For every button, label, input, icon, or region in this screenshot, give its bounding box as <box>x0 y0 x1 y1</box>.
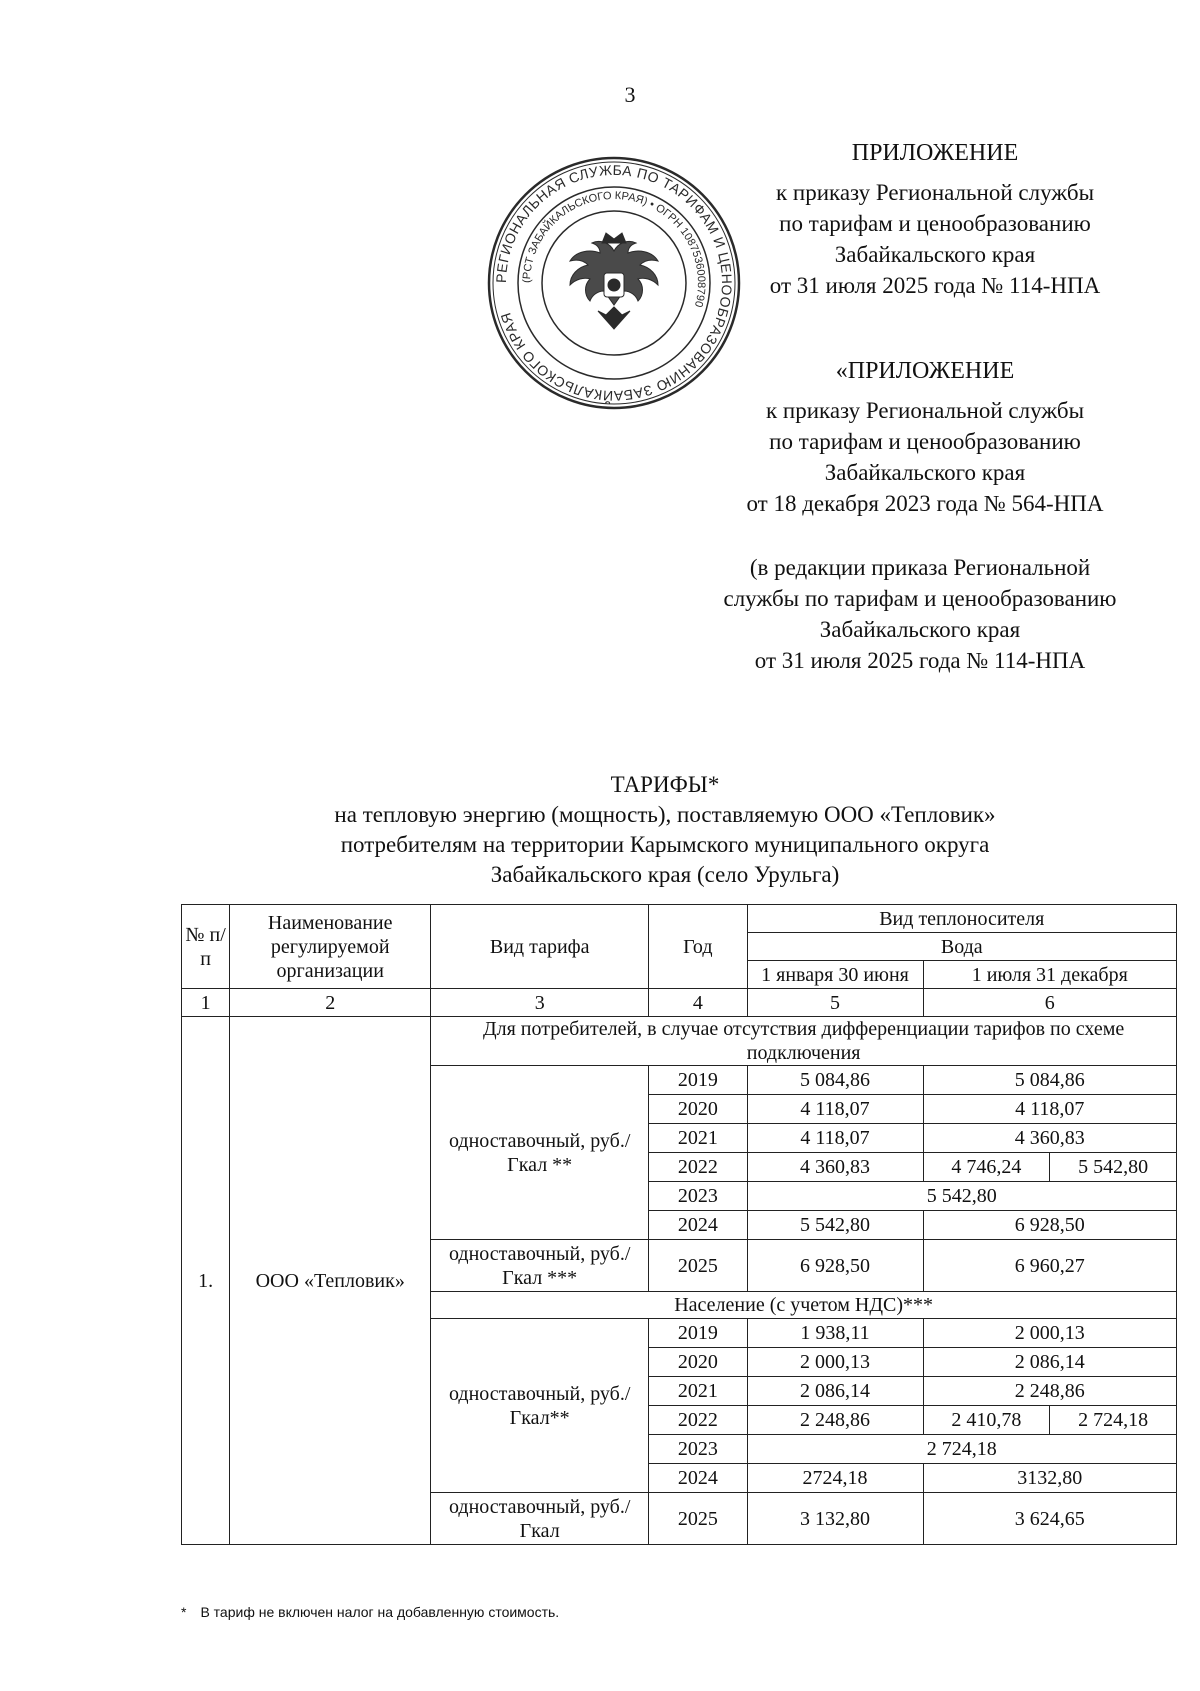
year-cell: 2021 <box>649 1377 747 1406</box>
double-headed-eagle-icon <box>570 233 658 329</box>
tariff-value-h1: 1 938,11 <box>747 1319 923 1348</box>
year-cell: 2020 <box>649 1095 747 1124</box>
table-subtitle-line: на тепловую энергию (мощность), поставляемую ООО «Тепловик» <box>334 802 996 827</box>
header-num: № п/п <box>182 905 230 989</box>
edition-note-line: (в редакции приказа Региональной <box>749 555 1091 580</box>
footnote-star: * <box>181 1604 187 1620</box>
tariff-value-h2: 3132,80 <box>923 1464 1177 1493</box>
year-cell: 2020 <box>649 1348 747 1377</box>
tariff-value-h1: 5 084,86 <box>747 1066 923 1095</box>
year-cell: 2019 <box>649 1319 747 1348</box>
tariff-value-h2b: 5 542,80 <box>1050 1153 1177 1182</box>
tariff-value-h1: 6 928,50 <box>747 1240 923 1292</box>
section-title: Для потребителей, в случае отсутствия дифференциации тарифов по схеме подключения <box>431 1017 1177 1066</box>
tariff-value-h2: 4 360,83 <box>923 1124 1177 1153</box>
year-cell: 2023 <box>649 1182 747 1211</box>
tariff-value-h2b: 2 724,18 <box>1050 1406 1177 1435</box>
header-tariff-type: Вид тарифа <box>431 905 649 989</box>
edition-note-line: службы по тарифам и ценообразованию <box>723 586 1117 611</box>
tariff-value-h1: 4 118,07 <box>747 1124 923 1153</box>
tariff-value-full-year: 5 542,80 <box>747 1182 1176 1211</box>
appendix-title: ПРИЛОЖЕНИЕ <box>851 140 1019 166</box>
year-cell: 2024 <box>649 1211 747 1240</box>
tariff-type: одноставочный, руб./Гкал <box>431 1493 649 1545</box>
tariff-value-h2: 6 928,50 <box>923 1211 1177 1240</box>
col-number: 5 <box>747 989 923 1017</box>
footnote-text: В тариф не включен налог на добавленную стоимость. <box>200 1604 560 1620</box>
original-appendix-line: к приказу Региональной службы <box>765 398 1085 423</box>
header-period-1: 1 января 30 июня <box>747 961 923 989</box>
tariff-value-h2: 5 084,86 <box>923 1066 1177 1095</box>
original-appendix-line: по тарифам и ценообразованию <box>769 429 1081 454</box>
original-appendix-title: «ПРИЛОЖЕНИЕ <box>835 358 1015 384</box>
tariff-value-h1: 2724,18 <box>747 1464 923 1493</box>
tariff-value-h2: 2 000,13 <box>923 1319 1177 1348</box>
col-number: 3 <box>431 989 649 1017</box>
header-org: Наименование регулируемой организации <box>230 905 431 989</box>
col-number: 4 <box>649 989 747 1017</box>
tariff-table <box>181 904 1177 1545</box>
tariff-type: одноставочный, руб./Гкал *** <box>431 1240 649 1292</box>
year-cell: 2025 <box>649 1240 747 1292</box>
year-cell: 2021 <box>649 1124 747 1153</box>
tariff-value-h1: 4 118,07 <box>747 1095 923 1124</box>
appendix-line: от 31 июля 2025 года № 114-НПА <box>769 273 1101 298</box>
tariff-value-h2a: 4 746,24 <box>923 1153 1050 1182</box>
year-cell: 2024 <box>649 1464 747 1493</box>
appendix-line: Забайкальского края <box>834 242 1036 267</box>
section-title: Население (с учетом НДС)*** <box>431 1292 1177 1319</box>
page-number: 3 <box>624 82 636 107</box>
tariff-value-h2: 2 248,86 <box>923 1377 1177 1406</box>
org-name: ООО «Тепловик» <box>230 1017 431 1545</box>
tariff-value-h1: 2 000,13 <box>747 1348 923 1377</box>
table-title: ТАРИФЫ* <box>610 772 720 797</box>
year-cell: 2022 <box>649 1153 747 1182</box>
table-subtitle-line: Забайкальского края (село Урульга) <box>490 862 840 887</box>
seal-ring-text-outer: РЕГИОНАЛЬНАЯ СЛУЖБА ПО ТАРИФАМ И ЦЕНООБРАЗОВАНИЮ ЗАБАЙКАЛЬСКОГО КРАЯ <box>492 161 736 405</box>
original-appendix-line: от 18 декабря 2023 года № 564-НПА <box>746 491 1104 516</box>
seal-ring-text-inner: (РСТ ЗАБАЙКАЛЬСКОГО КРАЯ) • ОГРН 1087536008790 <box>520 189 708 309</box>
year-cell: 2022 <box>649 1406 747 1435</box>
year-cell: 2019 <box>649 1066 747 1095</box>
header-year: Год <box>649 905 747 989</box>
footnote <box>181 1604 559 1620</box>
tariff-value-h2: 3 624,65 <box>923 1493 1177 1545</box>
tariff-value-h2: 6 960,27 <box>923 1240 1177 1292</box>
tariff-value-h2: 2 086,14 <box>923 1348 1177 1377</box>
tariff-value-h2: 4 118,07 <box>923 1095 1177 1124</box>
tariff-value-h1: 2 086,14 <box>747 1377 923 1406</box>
original-appendix-line: Забайкальского края <box>824 460 1026 485</box>
header-carrier-type: Вид теплоносителя <box>747 905 1176 933</box>
tariff-value-h2a: 2 410,78 <box>923 1406 1050 1435</box>
appendix-line: по тарифам и ценообразованию <box>779 211 1091 236</box>
year-cell: 2025 <box>649 1493 747 1545</box>
year-cell: 2023 <box>649 1435 747 1464</box>
table-subtitle-line: потребителям на территории Карымского муниципального округа <box>340 832 990 857</box>
row-number: 1. <box>182 1017 230 1545</box>
original-appendix-header <box>690 356 1160 519</box>
tariff-value-h1: 4 360,83 <box>747 1153 923 1182</box>
appendix-line: к приказу Региональной службы <box>775 180 1095 205</box>
tariff-value-h1: 5 542,80 <box>747 1211 923 1240</box>
tariff-type: одноставочный, руб./Гкал ** <box>431 1066 649 1240</box>
header-carrier: Вода <box>747 933 1176 961</box>
col-number: 6 <box>923 989 1177 1017</box>
header-period-2: 1 июля 31 декабря <box>923 961 1177 989</box>
table-title-block <box>150 770 1180 890</box>
col-number: 1 <box>182 989 230 1017</box>
tariff-type: одноставочный, руб./Гкал** <box>431 1319 649 1493</box>
tariff-value-h1: 3 132,80 <box>747 1493 923 1545</box>
col-number: 2 <box>230 989 431 1017</box>
tariff-value-full-year: 2 724,18 <box>747 1435 1176 1464</box>
edition-note <box>665 552 1175 676</box>
tariff-value-h1: 2 248,86 <box>747 1406 923 1435</box>
edition-note-line: от 31 июля 2025 года № 114-НПА <box>754 648 1086 673</box>
edition-note-line: Забайкальского края <box>819 617 1021 642</box>
appendix-header <box>700 138 1170 301</box>
